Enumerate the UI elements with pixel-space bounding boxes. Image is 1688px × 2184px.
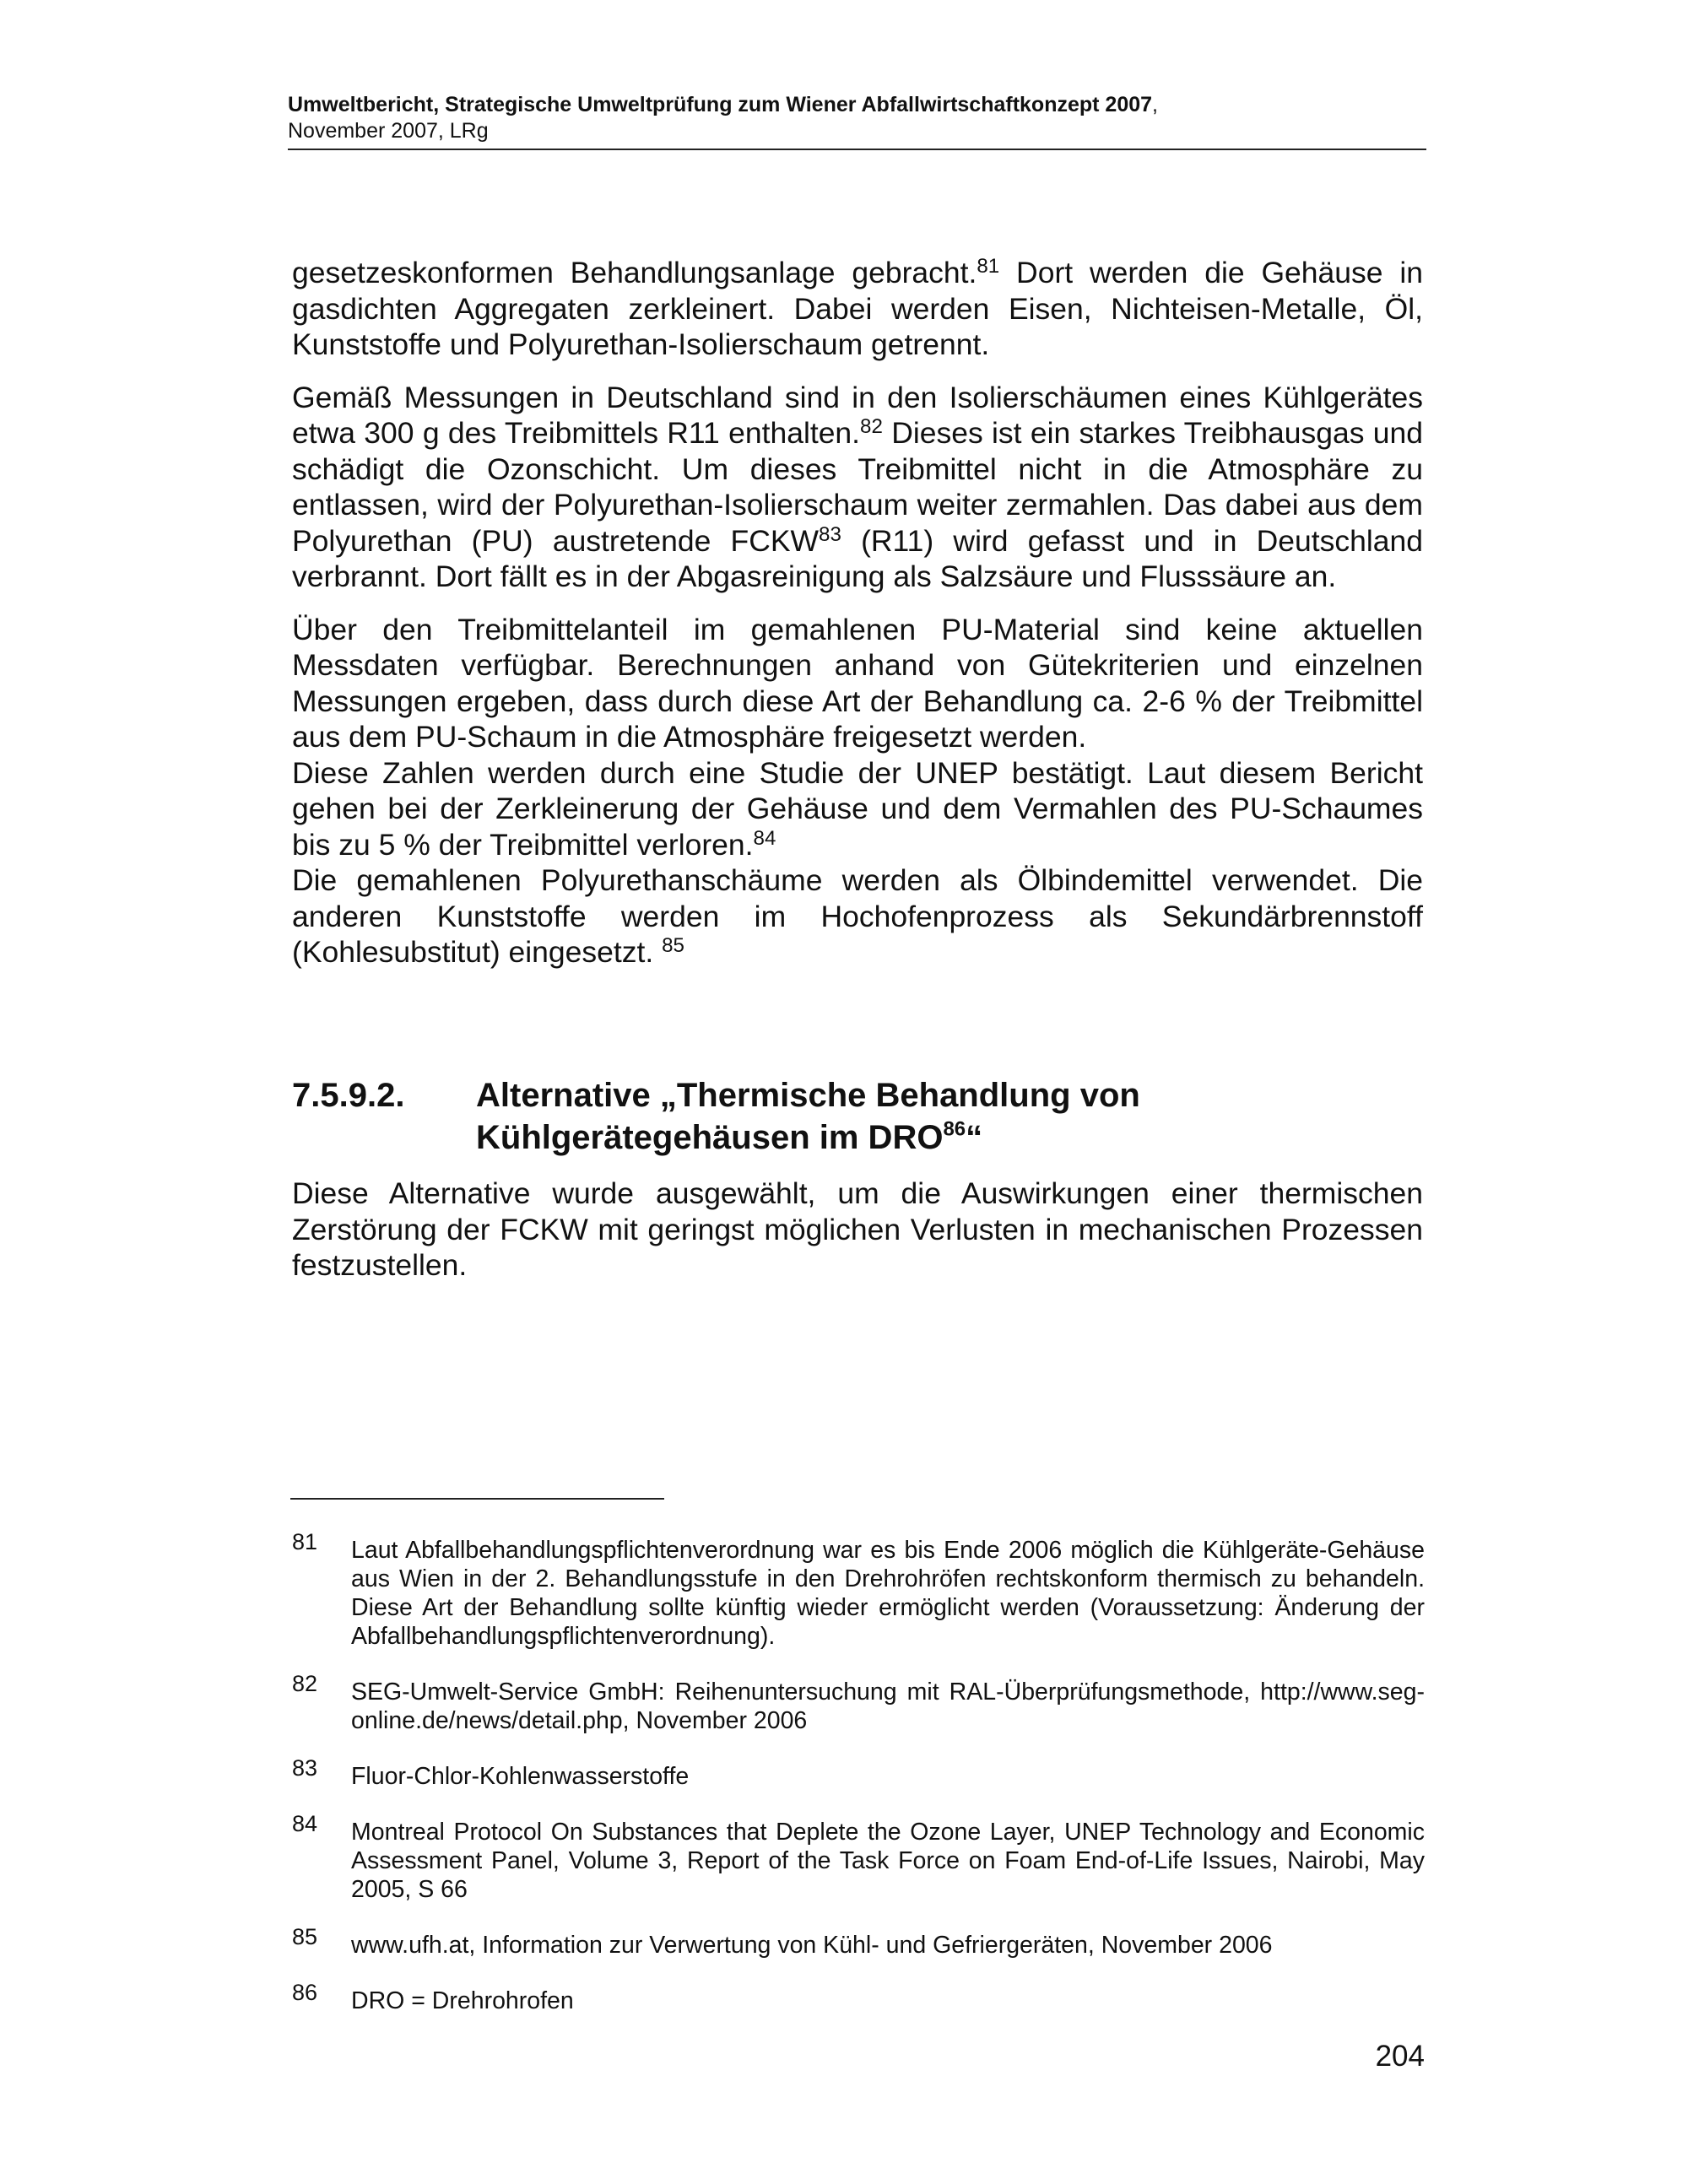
footnote-ref: 84 bbox=[753, 826, 776, 850]
body-text bbox=[292, 255, 1423, 970]
paragraph-5: Die gemahlenen Polyurethanschäume werden als Ölbindemittel verwendet. Die anderen Kunststoffe werden im Hochofenprozess als Sekundärbrennstoff (Kohlesubstitut) eingesetzt. $^{85}$ bbox=[292, 863, 1423, 969]
section-title: Alternative „Thermische Behandlung von Kühlgerätegehäusen im DRO$^{86}$“ bbox=[476, 1077, 1140, 1156]
footnote-ref: 86 bbox=[943, 1117, 966, 1141]
section-number: 7.5.9.2. bbox=[292, 1077, 405, 1114]
footnote-number: 85 bbox=[292, 1924, 318, 1949]
header-subtitle: November 2007, LRg bbox=[288, 119, 489, 143]
footnote-ref: 85 bbox=[662, 933, 684, 957]
paragraph-2: Gemäß Messungen in Deutschland sind in den Isolierschäumen eines Kühlgerätes etwa 300 g des Treibmittels R11 enthalten.$^{82}$ Dieses ist ein starkes Treibhausgas und schädigt die Ozonschicht. Um dieses Treibmittel nicht in die Atmosphäre zu entlassen, wird der Polyurethan-Isolierschaum weiter zermahlen. Das dabei aus dem Polyurethan (PU) austretende FCKW$^{83}$ (R11) wird gefasst und in Deutschland verbrannt. Dort fällt es in der Abgasreinigung als Salzsäure und Flusssäure an. bbox=[292, 380, 1423, 593]
footnote-divider bbox=[290, 1498, 664, 1500]
footnote: 81 Laut Abfallbehandlungspflichtenverordnung war es bis Ende 2006 möglich die Kühlgeräte-Gehäuse aus Wien in der 2. Behandlungsstufe in den Drehrohröfen rechtskonform thermisch zu behandeln. Diese Art der Behandlung sollte künftig wieder ermöglicht werden (Voraussetzung: Änderung der Abfallbehandlungspflichtenverordnung). bbox=[292, 1529, 1425, 1650]
section-heading bbox=[292, 1074, 1423, 1159]
footnote-number: 81 bbox=[292, 1529, 318, 1554]
footnote-number: 82 bbox=[292, 1671, 318, 1696]
footnote: 85 www.ufh.at, Information zur Verwertung von Kühl- und Gefriergeräten, November 2006 bbox=[292, 1924, 1273, 1959]
footnote-number: 86 bbox=[292, 1980, 318, 2005]
footnote-ref: 83 bbox=[819, 522, 841, 546]
footnote: 83 Fluor-Chlor-Kohlenwasserstoffe bbox=[292, 1755, 690, 1790]
paragraph-4: Diese Zahlen werden durch eine Studie der UNEP bestätigt. Laut diesem Bericht gehen bei der Zerkleinerung der Gehäuse und dem Vermahlen des PU-Schaumes bis zu 5 % der Treibmittel verloren.$^{84}$ bbox=[292, 755, 1423, 862]
footnote-ref: 82 bbox=[860, 414, 883, 438]
page-number: 204 bbox=[1375, 2040, 1425, 2073]
footnotes bbox=[292, 1529, 1425, 2042]
section-paragraph: Diese Alternative wurde ausgewählt, um die Auswirkungen einer thermischen Zerstörung der FCKW mit geringst möglichen Verlusten in mechanischen Prozessen festzustellen. bbox=[292, 1176, 1423, 1282]
paragraph-3: Über den Treibmittelanteil im gemahlenen PU-Material sind keine aktuellen Messdaten verfügbar. Berechnungen anhand von Gütekriterien und einzelnen Messungen ergeben, dass durch diese Art der Behandlung ca. 2-6 % der Treibmittel aus dem PU-Schaum in die Atmosphäre freigesetzt werden. bbox=[292, 612, 1423, 754]
page-header bbox=[288, 91, 1426, 150]
footnote: 84 Montreal Protocol On Substances that Deplete the Ozone Layer, UNEP Technology and Economic Assessment Panel, Volume 3, Report of the Task Force on Foam End-of-Life Issues, Nairobi, May 2005, S 66 bbox=[292, 1811, 1425, 1903]
paragraph-1: gesetzeskonformen Behandlungsanlage gebracht.$^{81}$ Dort werden die Gehäuse in gasdichten Aggregaten zerkleinert. Dabei werden Eisen, Nichteisen-Metalle, Öl, Kunststoffe und Polyurethan-Isolierschaum getrennt. bbox=[292, 254, 1423, 361]
footnote: 86 DRO = Drehrohrofen bbox=[292, 1980, 574, 2014]
footnote: 82 SEG-Umwelt-Service GmbH: Reihenuntersuchung mit RAL-Überprüfungsmethode, http://www.seg-online.de/news/detail.php, November 2006 bbox=[292, 1671, 1425, 1734]
header-title: Umweltbericht, Strategische Umweltprüfung zum Wiener Abfallwirtschaftkonzept 2007, bbox=[288, 93, 1158, 116]
footnote-number: 84 bbox=[292, 1811, 318, 1836]
footnote-ref: 81 bbox=[977, 254, 1000, 278]
footnote-number: 83 bbox=[292, 1755, 318, 1781]
